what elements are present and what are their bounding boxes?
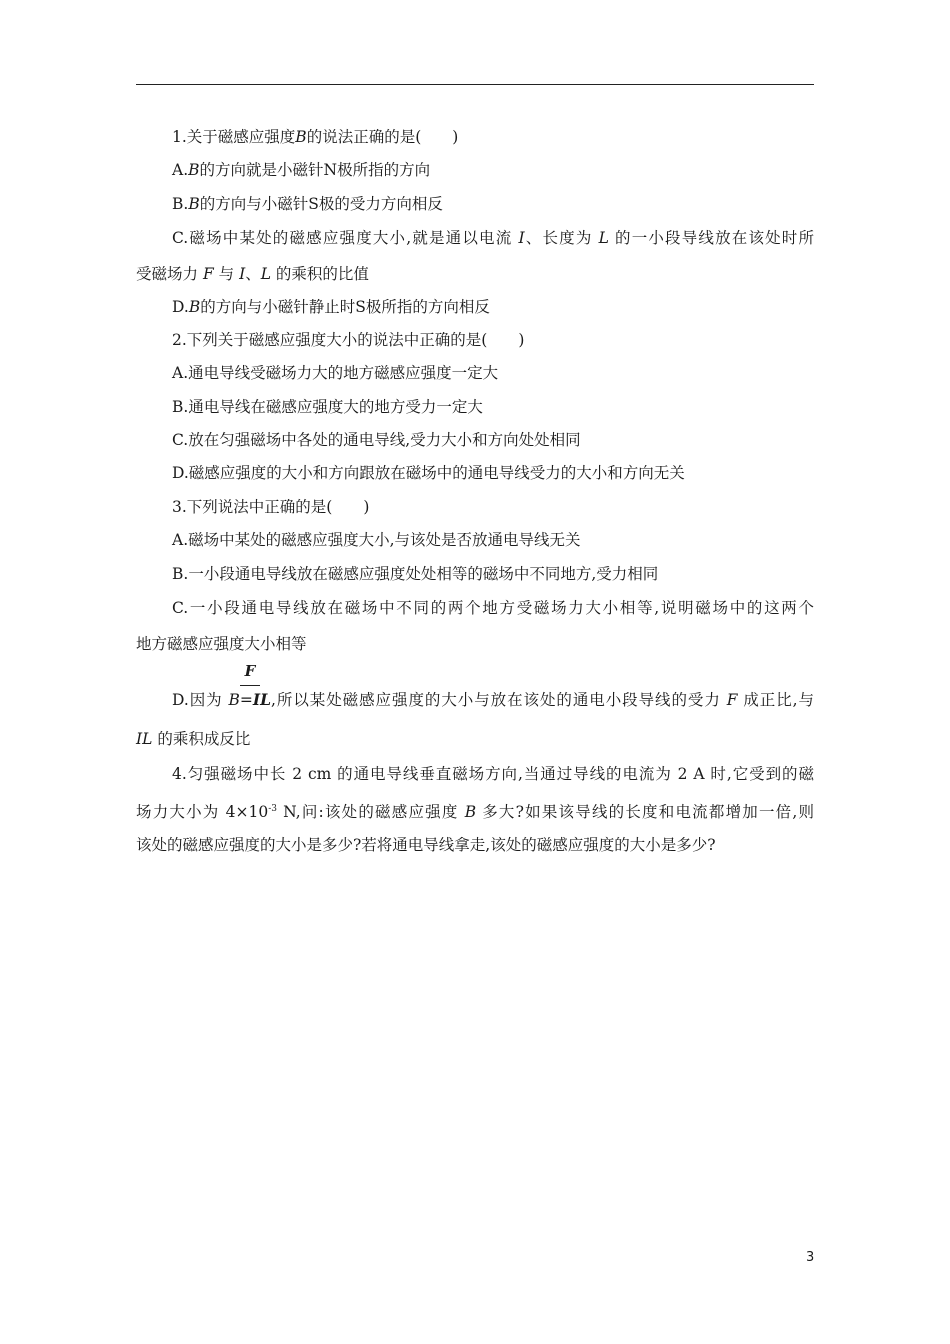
q3-option-c-line1: C.一小段通电导线放在磁场中不同的两个地方受磁场力大小相等,说明磁场中的这两个 (172, 599, 814, 617)
q3-option-d-line1: D.因为 B=IL,所以某处磁感应强度的大小与放在该处的通电小段导线的受力 F 成正比,与 (172, 690, 815, 709)
q4-line3: 该处的磁感应强度的大小是多少?若将通电导线拿走,该处的磁感应强度的大小是多少? (136, 836, 716, 854)
q2-option-d: D.磁感应强度的大小和方向跟放在磁场中的通电导线受力的大小和方向无关 (172, 464, 685, 482)
q2-option-b: B.通电导线在磁感应强度大的地方受力一定大 (172, 398, 483, 416)
fraction-bar (240, 685, 260, 686)
q2-stem: 2.下列关于磁感应强度大小的说法中正确的是( ) (172, 331, 525, 349)
q3-option-b: B.一小段通电导线放在磁感应强度处处相等的磁场中不同地方,受力相同 (172, 565, 659, 583)
q1-option-a: A.B的方向就是小磁针N极所指的方向 (172, 161, 431, 179)
fraction-numerator: F (244, 662, 256, 680)
q3-option-c-line2: 地方磁感应强度大小相等 (136, 635, 307, 653)
q1-option-b: B.B的方向与小磁针S极的受力方向相反 (172, 195, 443, 213)
q4-line1: 4.匀强磁场中长 2 cm 的通电导线垂直磁场方向,当通过导线的电流为 2 A 时,它受到的磁 (172, 765, 814, 783)
page-number: 3 (806, 1250, 815, 1265)
q1-option-c-line1: C.磁场中某处的磁感应强度大小,就是通以电流 I、长度为 L 的一小段导线放在该处时所 (172, 229, 814, 247)
q1-option-d: D.B的方向与小磁针静止时S极所指的方向相反 (172, 298, 490, 316)
q3-option-a: A.磁场中某处的磁感应强度大小,与该处是否放通电导线无关 (172, 531, 581, 549)
header-rule (136, 84, 814, 85)
q2-option-c: C.放在匀强磁场中各处的通电导线,受力大小和方向处处相同 (172, 431, 581, 449)
q4-line2: 场力大小为 $4\times 10^{-3}$ N,问:该处的磁感应强度 B 多大?如果该导线的长度和电流都增加一倍,则 (136, 803, 815, 821)
q3-option-d-line2: IL 的乘积成反比 (136, 730, 251, 748)
q3-stem: 3.下列说法中正确的是( ) (172, 498, 370, 516)
fraction-denominator: IL (252, 690, 272, 709)
q1-stem: 1.关于磁感应强度B的说法正确的是( ) (172, 128, 459, 146)
q1-option-c-line2: 受磁场力 F 与 I、L 的乘积的比值 (136, 265, 369, 283)
q2-option-a: A.通电导线受磁场力大的地方磁感应强度一定大 (172, 364, 499, 382)
